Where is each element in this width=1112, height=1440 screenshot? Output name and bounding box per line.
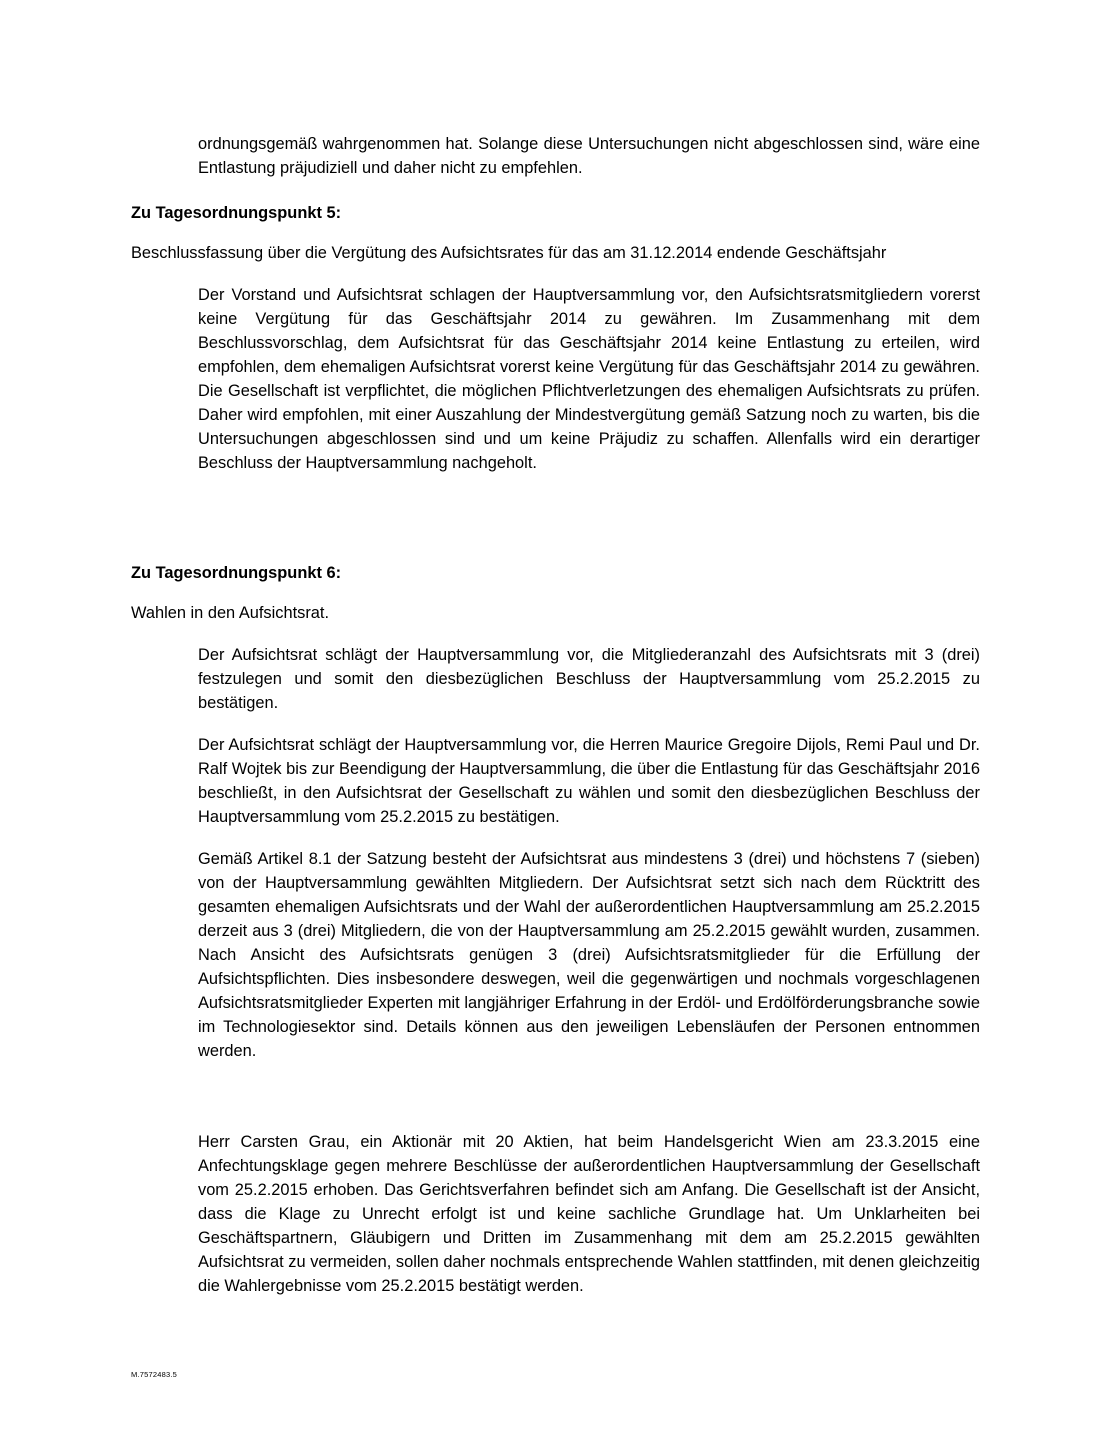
item-6-paragraph-3: Gemäß Artikel 8.1 der Satzung besteht der Aufsichtsrat aus mindestens 3 (drei) und höchstens 7 (sieben) von der Hauptversammlung gewählten Mitgliedern. Der Aufsichtsrat setzt sich nach dem Rücktritt des gesamten ehemaligen Aufsichtsrats und der Wahl der außerordentlichen Hauptversammlung am 25.2.2015 derzeit aus 3 (drei) Mitgliedern, die von der Hauptversammlung am 25.2.2015 gewählt wurden, zusammen. Nach Ansicht des Aufsichtsrats genügen 3 (drei) Aufsichtsratsmitglieder für die Erfüllung der Aufsichtspflichten. Dies insbesondere deswegen, weil die gegenwärtigen und nochmals vorgeschlagenen Aufsichtsratsmitglieder Experten mit langjähriger Erfahrung in der Erdöl- und Erdölförderungsbranche sowie im Technologiesektor sind. Details können aus den jeweiligen Lebensläufen der Personen entnommen werden. [198,850,980,1060]
item-6-paragraph-4: Herr Carsten Grau, ein Aktionär mit 20 Aktien, hat beim Handelsgericht Wien am 23.3.2015 eine Anfechtungsklage gegen mehrere Beschlüsse der außerordentlichen Hauptversammlung der Gesellschaft vom 25.2.2015 erhoben. Das Gerichtsverfahren befindet sich am Anfang. Die Gesellschaft ist der Ansicht, dass die Klage zu Unrecht erfolgt ist und keine sachliche Grundlage hat. Um Unklarheiten bei Geschäftspartnern, Gläubigern und Dritten im Zusammenhang mit dem am 25.2.2015 gewählten Aufsichtsrat zu vermeiden, sollen daher nochmals entsprechende Wahlen stattfinden, mit denen gleichzeitig die Wahlergebnisse vom 25.2.2015 bestätigt werden. [198,1133,980,1295]
document-reference-id: M.7572483.5 [131,1370,177,1379]
item-5-heading: Zu Tagesordnungspunkt 5: [131,204,342,222]
item-5-paragraph: Der Vorstand und Aufsichtsrat schlagen der Hauptversammlung vor, den Aufsichtsratsmitgliedern vorerst keine Vergütung für das Geschäftsjahr 2014 zu gewähren. Im Zusammenhang mit dem Beschlussvorschlag, dem Aufsichtsrat für das Geschäftsjahr 2014 keine Entlastung zu erteilen, wird empfohlen, dem ehemaligen Aufsichtsrat vorerst keine Vergütung für das Geschäftsjahr 2014 zu gewähren. Die Gesellschaft ist verpflichtet, die möglichen Pflichtverletzungen des ehemaligen Aufsichtsrats zu prüfen. Daher wird empfohlen, mit einer Auszahlung der Mindestvergütung gemäß Satzung noch zu warten, bis die Untersuchungen abgeschlossen sind und um keine Präjudiz zu schaffen. Allenfalls wird ein derartiger Beschluss der Hauptversammlung nachgeholt. [198,286,980,472]
item-6-heading: Zu Tagesordnungspunkt 6: [131,564,342,582]
item-6-subject: Wahlen in den Aufsichtsrat. [131,604,330,622]
item-6-paragraph-1: Der Aufsichtsrat schlägt der Hauptversammlung vor, die Mitgliederanzahl des Aufsichtsrats mit 3 (drei) festzulegen und somit den diesbezüglichen Beschluss der Hauptversammlung vom 25.2.2015 zu bestätigen. [198,646,980,712]
continuation-paragraph: ordnungsgemäß wahrgenommen hat. Solange diese Untersuchungen nicht abgeschlossen sind, wäre eine Entlastung präjudiziell und daher nicht zu empfehlen. [198,135,980,177]
item-5-subject: Beschlussfassung über die Vergütung des Aufsichtsrates für das am 31.12.2014 endende Geschäftsjahr [131,244,887,262]
item-6-paragraph-2: Der Aufsichtsrat schlägt der Hauptversammlung vor, die Herren Maurice Gregoire Dijols, Remi Paul und Dr. Ralf Wojtek bis zur Beendigung der Hauptversammlung, die über die Entlastung für das Geschäftsjahr 2016 beschließt, in den Aufsichtsrat der Gesellschaft zu wählen und somit den diesbezüglichen Beschluss der Hauptversammlung vom 25.2.2015 zu bestätigen. [198,736,980,826]
